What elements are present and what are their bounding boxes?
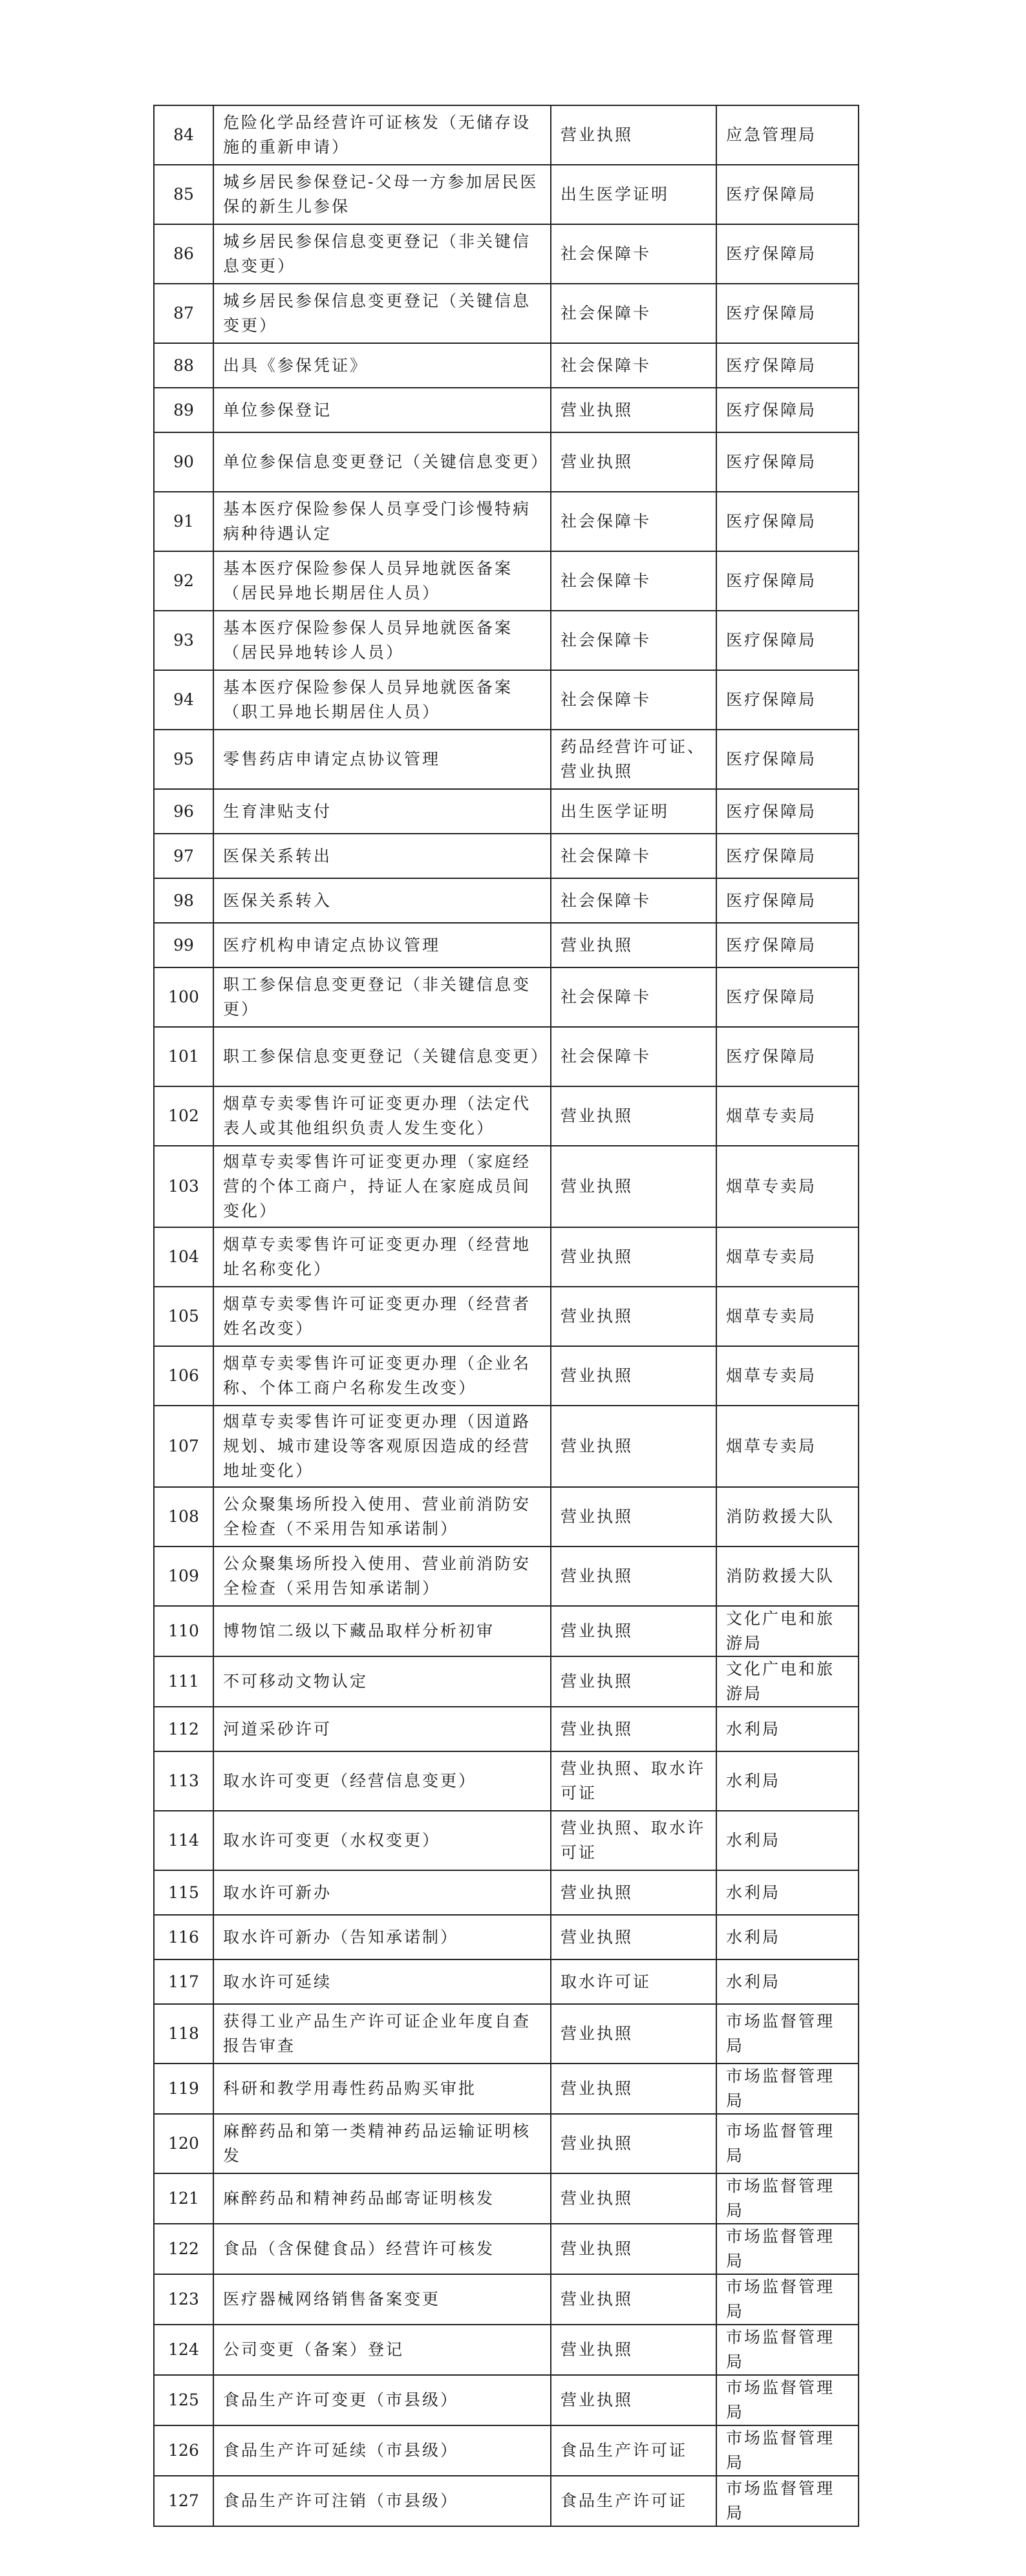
row-number: 116: [154, 1915, 213, 1959]
table-row: [154, 2114, 859, 2173]
department: 医疗保障局: [716, 923, 859, 967]
table-row: [154, 834, 859, 878]
table-row: [154, 1086, 859, 1146]
row-number: 120: [154, 2114, 213, 2173]
department: 市场监督管理局: [716, 2224, 859, 2274]
matter-name: 危险化学品经营许可证核发（无储存设施的重新申请）: [213, 105, 551, 165]
table-row: [154, 789, 859, 834]
department: 应急管理局: [716, 105, 859, 165]
row-number: 115: [154, 1870, 213, 1915]
table-row: [154, 224, 859, 284]
department: 烟草专卖局: [716, 1346, 859, 1406]
required-material: 营业执照: [551, 1547, 716, 1606]
department: 水利局: [716, 1811, 859, 1870]
department: 烟草专卖局: [716, 1086, 859, 1146]
required-material: 社会保障卡: [551, 492, 716, 551]
required-material: 营业执照: [551, 432, 716, 492]
department: 水利局: [716, 1915, 859, 1959]
required-material: 社会保障卡: [551, 611, 716, 670]
row-number: 104: [154, 1227, 213, 1287]
table-row: [154, 1287, 859, 1346]
matter-name: 医保关系转入: [213, 878, 551, 923]
department: 烟草专卖局: [716, 1227, 859, 1287]
required-material: 营业执照: [551, 2274, 716, 2325]
matter-name: 基本医疗保险参保人员异地就医备案（居民异地长期居住人员）: [213, 551, 551, 611]
row-number: 118: [154, 2004, 213, 2064]
matter-name: 食品生产许可延续（市县级）: [213, 2425, 551, 2476]
table-row: [154, 2425, 859, 2476]
row-number: 89: [154, 388, 213, 432]
matter-name: 单位参保登记: [213, 388, 551, 432]
matter-name: 食品生产许可注销（市县级）: [213, 2476, 551, 2526]
matter-name: 职工参保信息变更登记（非关键信息变更）: [213, 967, 551, 1027]
table-row: [154, 2004, 859, 2064]
matter-name: 城乡居民参保信息变更登记（关键信息变更）: [213, 284, 551, 343]
row-number: 99: [154, 923, 213, 967]
department: 市场监督管理局: [716, 2476, 859, 2526]
table-row: [154, 611, 859, 670]
table-row: [154, 878, 859, 923]
required-material: 社会保障卡: [551, 878, 716, 923]
department: 市场监督管理局: [716, 2325, 859, 2375]
table-row: [154, 551, 859, 611]
required-material: 社会保障卡: [551, 1027, 716, 1086]
table-row: [154, 1656, 859, 1707]
row-number: 108: [154, 1487, 213, 1547]
matter-name: 食品生产许可变更（市县级）: [213, 2375, 551, 2425]
department: 医疗保障局: [716, 165, 859, 224]
department: 烟草专卖局: [716, 1287, 859, 1346]
table-row: [154, 1915, 859, 1959]
matter-name: 生育津贴支付: [213, 789, 551, 834]
row-number: 95: [154, 730, 213, 789]
row-number: 107: [154, 1406, 213, 1487]
row-number: 105: [154, 1287, 213, 1346]
table-row: [154, 2173, 859, 2224]
matter-name: 取水许可变更（水权变更）: [213, 1811, 551, 1870]
table-row: [154, 1959, 859, 2004]
table-row: [154, 1707, 859, 1751]
table-row: [154, 388, 859, 432]
row-number: 84: [154, 105, 213, 165]
row-number: 88: [154, 343, 213, 388]
row-number: 98: [154, 878, 213, 923]
required-material: 营业执照: [551, 1406, 716, 1487]
matter-name: 单位参保信息变更登记（关键信息变更）: [213, 432, 551, 492]
matter-name: 取水许可变更（经营信息变更）: [213, 1751, 551, 1811]
matter-name: 烟草专卖零售许可证变更办理（因道路规划、城市建设等客观原因造成的经营地址变化）: [213, 1406, 551, 1487]
department: 烟草专卖局: [716, 1406, 859, 1487]
matter-name: 城乡居民参保登记-父母一方参加居民医保的新生儿参保: [213, 165, 551, 224]
matter-name: 博物馆二级以下藏品取样分析初审: [213, 1606, 551, 1656]
department: 消防救援大队: [716, 1547, 859, 1606]
required-material: 营业执照: [551, 388, 716, 432]
department: 医疗保障局: [716, 967, 859, 1027]
department: 市场监督管理局: [716, 2064, 859, 2114]
table-row: [154, 1751, 859, 1811]
department: 医疗保障局: [716, 611, 859, 670]
department: 医疗保障局: [716, 730, 859, 789]
row-number: 126: [154, 2425, 213, 2476]
table-row: [154, 492, 859, 551]
table-row: [154, 1406, 859, 1487]
row-number: 85: [154, 165, 213, 224]
row-number: 127: [154, 2476, 213, 2526]
row-number: 122: [154, 2224, 213, 2274]
matter-name: 取水许可新办（告知承诺制）: [213, 1915, 551, 1959]
matter-name: 公司变更（备案）登记: [213, 2325, 551, 2375]
required-material: 营业执照: [551, 1086, 716, 1146]
row-number: 94: [154, 670, 213, 730]
required-material: 营业执照: [551, 1346, 716, 1406]
required-material: 营业执照: [551, 1870, 716, 1915]
required-material: 营业执照: [551, 2114, 716, 2173]
department: 市场监督管理局: [716, 2173, 859, 2224]
table-row: [154, 1606, 859, 1656]
department: 市场监督管理局: [716, 2375, 859, 2425]
department: 水利局: [716, 1959, 859, 2004]
row-number: 101: [154, 1027, 213, 1086]
row-number: 100: [154, 967, 213, 1027]
matter-name: 麻醉药品和第一类精神药品运输证明核发: [213, 2114, 551, 2173]
table-row: [154, 1547, 859, 1606]
table-row: [154, 105, 859, 165]
matter-name: 烟草专卖零售许可证变更办理（企业名称、个体工商户名称发生改变）: [213, 1346, 551, 1406]
row-number: 93: [154, 611, 213, 670]
matter-name: 科研和教学用毒性药品购买审批: [213, 2064, 551, 2114]
required-material: 社会保障卡: [551, 834, 716, 878]
table-row: [154, 1227, 859, 1287]
department: 医疗保障局: [716, 789, 859, 834]
required-material: 社会保障卡: [551, 967, 716, 1027]
row-number: 97: [154, 834, 213, 878]
matter-name: 烟草专卖零售许可证变更办理（经营者姓名改变）: [213, 1287, 551, 1346]
required-material: 社会保障卡: [551, 670, 716, 730]
matter-name: 零售药店申请定点协议管理: [213, 730, 551, 789]
department: 市场监督管理局: [716, 2004, 859, 2064]
row-number: 102: [154, 1086, 213, 1146]
row-number: 110: [154, 1606, 213, 1656]
matter-name: 烟草专卖零售许可证变更办理（家庭经营的个体工商户，持证人在家庭成员间变化）: [213, 1146, 551, 1227]
row-number: 112: [154, 1707, 213, 1751]
department: 医疗保障局: [716, 492, 859, 551]
matter-name: 获得工业产品生产许可证企业年度自查报告审查: [213, 2004, 551, 2064]
department: 医疗保障局: [716, 878, 859, 923]
table-row: [154, 670, 859, 730]
matter-name: 河道采砂许可: [213, 1707, 551, 1751]
row-number: 113: [154, 1751, 213, 1811]
table-row: [154, 2375, 859, 2425]
department: 消防救援大队: [716, 1487, 859, 1547]
row-number: 109: [154, 1547, 213, 1606]
department: 医疗保障局: [716, 834, 859, 878]
required-material: 营业执照: [551, 1146, 716, 1227]
required-material: 营业执照: [551, 105, 716, 165]
matters-table-body: [154, 105, 859, 2526]
department: 水利局: [716, 1870, 859, 1915]
required-material: 社会保障卡: [551, 284, 716, 343]
department: 医疗保障局: [716, 432, 859, 492]
matter-name: 基本医疗保险参保人员异地就医备案（职工异地长期居住人员）: [213, 670, 551, 730]
table-row: [154, 2224, 859, 2274]
matter-name: 取水许可新办: [213, 1870, 551, 1915]
department: 水利局: [716, 1751, 859, 1811]
row-number: 90: [154, 432, 213, 492]
matter-name: 职工参保信息变更登记（关键信息变更）: [213, 1027, 551, 1086]
department: 市场监督管理局: [716, 2114, 859, 2173]
table-row: [154, 2274, 859, 2325]
department: 医疗保障局: [716, 551, 859, 611]
matter-name: 公众聚集场所投入使用、营业前消防安全检查（采用告知承诺制）: [213, 1547, 551, 1606]
required-material: 营业执照、取水许可证: [551, 1811, 716, 1870]
required-material: 营业执照: [551, 2375, 716, 2425]
required-material: 取水许可证: [551, 1959, 716, 2004]
required-material: 营业执照: [551, 1707, 716, 1751]
table-row: [154, 730, 859, 789]
required-material: 营业执照: [551, 1227, 716, 1287]
table-row: [154, 432, 859, 492]
matter-name: 食品（含保健食品）经营许可核发: [213, 2224, 551, 2274]
required-material: 营业执照: [551, 2325, 716, 2375]
table-row: [154, 1027, 859, 1086]
row-number: 111: [154, 1656, 213, 1707]
department: 医疗保障局: [716, 224, 859, 284]
required-material: 营业执照: [551, 2173, 716, 2224]
required-material: 营业执照、取水许可证: [551, 1751, 716, 1811]
table-row: [154, 2325, 859, 2375]
matter-name: 麻醉药品和精神药品邮寄证明核发: [213, 2173, 551, 2224]
required-material: 营业执照: [551, 1487, 716, 1547]
required-material: 出生医学证明: [551, 789, 716, 834]
required-material: 食品生产许可证: [551, 2476, 716, 2526]
row-number: 117: [154, 1959, 213, 2004]
required-material: 食品生产许可证: [551, 2425, 716, 2476]
department: 医疗保障局: [716, 284, 859, 343]
matter-name: 烟草专卖零售许可证变更办理（经营地址名称变化）: [213, 1227, 551, 1287]
matter-name: 取水许可延续: [213, 1959, 551, 2004]
department: 文化广电和旅游局: [716, 1656, 859, 1707]
required-material: 营业执照: [551, 2004, 716, 2064]
matter-name: 基本医疗保险参保人员享受门诊慢特病病种待遇认定: [213, 492, 551, 551]
row-number: 121: [154, 2173, 213, 2224]
table-row: [154, 967, 859, 1027]
department: 医疗保障局: [716, 343, 859, 388]
row-number: 125: [154, 2375, 213, 2425]
table-row: [154, 284, 859, 343]
department: 水利局: [716, 1707, 859, 1751]
matter-name: 医保关系转出: [213, 834, 551, 878]
matter-name: 基本医疗保险参保人员异地就医备案（居民异地转诊人员）: [213, 611, 551, 670]
row-number: 86: [154, 224, 213, 284]
required-material: 营业执照: [551, 1606, 716, 1656]
department: 市场监督管理局: [716, 2425, 859, 2476]
matter-name: 烟草专卖零售许可证变更办理（法定代表人或其他组织负责人发生变化）: [213, 1086, 551, 1146]
row-number: 106: [154, 1346, 213, 1406]
row-number: 103: [154, 1146, 213, 1227]
matter-name: 城乡居民参保信息变更登记（非关键信息变更）: [213, 224, 551, 284]
required-material: 营业执照: [551, 1287, 716, 1346]
matter-name: 出具《参保凭证》: [213, 343, 551, 388]
required-material: 社会保障卡: [551, 343, 716, 388]
required-material: 营业执照: [551, 923, 716, 967]
table-row: [154, 2064, 859, 2114]
table-row: [154, 1487, 859, 1547]
table-row: [154, 1346, 859, 1406]
required-material: 药品经营许可证、营业执照: [551, 730, 716, 789]
department: 文化广电和旅游局: [716, 1606, 859, 1656]
document-page: [153, 105, 858, 2527]
department: 烟草专卖局: [716, 1146, 859, 1227]
department: 医疗保障局: [716, 1027, 859, 1086]
table-row: [154, 165, 859, 224]
matter-name: 医疗器械网络销售备案变更: [213, 2274, 551, 2325]
row-number: 124: [154, 2325, 213, 2375]
required-material: 营业执照: [551, 2224, 716, 2274]
matter-name: 不可移动文物认定: [213, 1656, 551, 1707]
matter-name: 医疗机构申请定点协议管理: [213, 923, 551, 967]
required-material: 社会保障卡: [551, 224, 716, 284]
table-row: [154, 1870, 859, 1915]
matter-name: 公众聚集场所投入使用、营业前消防安全检查（不采用告知承诺制）: [213, 1487, 551, 1547]
table-row: [154, 923, 859, 967]
row-number: 119: [154, 2064, 213, 2114]
table-row: [154, 1146, 859, 1227]
table-row: [154, 2476, 859, 2526]
department: 市场监督管理局: [716, 2274, 859, 2325]
table-row: [154, 1811, 859, 1870]
required-material: 营业执照: [551, 2064, 716, 2114]
department: 医疗保障局: [716, 388, 859, 432]
table-row: [154, 343, 859, 388]
row-number: 91: [154, 492, 213, 551]
required-material: 出生医学证明: [551, 165, 716, 224]
row-number: 123: [154, 2274, 213, 2325]
row-number: 114: [154, 1811, 213, 1870]
required-material: 营业执照: [551, 1656, 716, 1707]
row-number: 92: [154, 551, 213, 611]
matters-table: [153, 105, 859, 2527]
required-material: 社会保障卡: [551, 551, 716, 611]
required-material: 营业执照: [551, 1915, 716, 1959]
row-number: 96: [154, 789, 213, 834]
row-number: 87: [154, 284, 213, 343]
department: 医疗保障局: [716, 670, 859, 730]
